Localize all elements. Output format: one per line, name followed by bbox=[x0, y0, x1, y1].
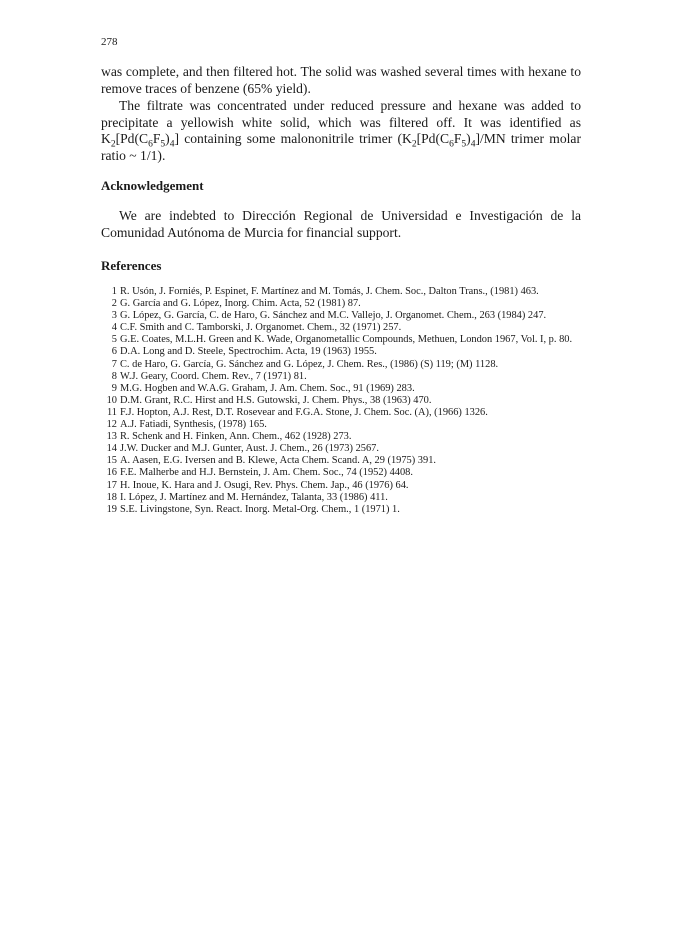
reference-number: 1 bbox=[111, 286, 117, 297]
reference-item bbox=[101, 286, 587, 298]
reference-item bbox=[101, 455, 587, 467]
reference-number: 19 bbox=[106, 503, 117, 515]
reference-item bbox=[101, 310, 587, 322]
reference-item bbox=[101, 419, 587, 431]
paragraph-text: The filtrate was concentrated under reduced pressure and hexane was added to precipitate a yellowish white solid, which was filtered off. It was identified as bbox=[101, 98, 581, 130]
reference-item bbox=[101, 492, 587, 504]
reference-text: S.E. Livingstone, Syn. React. Inorg. Metal-Org. Chem., 1 (1971) 1. bbox=[120, 503, 400, 515]
reference-number: 7 bbox=[111, 358, 117, 370]
reference-item bbox=[101, 346, 587, 358]
reference-text: H. Inoue, K. Hara and J. Osugi, Rev. Phys. Chem. Jap., 46 (1976) 64. bbox=[120, 479, 409, 491]
paragraph-continuation: was complete, and then filtered hot. The solid was washed several times with hexane to remove traces of benzene (65% yield). bbox=[101, 64, 581, 96]
reference-text: D.A. Long and D. Steele, Spectrochim. Acta, 19 (1963) 1955. bbox=[120, 346, 377, 358]
formula-k2-pd-c6f5-4: $K_2[Pd(C_6F_5)_4]$ bbox=[101, 131, 179, 150]
paragraph-text: /MN trimer molar ratio ~ 1/1). bbox=[101, 131, 581, 163]
reference-item bbox=[101, 359, 587, 371]
reference-text: F.E. Malherbe and H.J. Bernstein, J. Am. Chem. Soc., 74 (1952) 4408. bbox=[120, 467, 413, 479]
reference-text: D.M. Grant, R.C. Hirst and H.S. Gutowski, J. Chem. Phys., 38 (1963) 470. bbox=[120, 394, 432, 406]
reference-number: 11 bbox=[106, 406, 117, 418]
reference-number: 3 bbox=[111, 310, 117, 322]
reference-number: 18 bbox=[106, 491, 117, 503]
reference-text: I. López, J. Martínez and M. Hernández, Talanta, 33 (1986) 411. bbox=[120, 491, 388, 503]
reference-number: 2 bbox=[111, 298, 117, 310]
reference-item bbox=[101, 431, 587, 443]
paragraph-filtrate bbox=[101, 98, 581, 164]
reference-number: 14 bbox=[106, 443, 117, 455]
reference-item bbox=[101, 322, 587, 334]
reference-text: R. Usón, J. Forniés, P. Espinet, F. Martínez and M. Tomás, J. Chem. Soc., Dalton Trans., (1981) 463. bbox=[120, 286, 539, 297]
reference-number: 15 bbox=[106, 455, 117, 467]
reference-number: 10 bbox=[106, 394, 117, 406]
reference-item bbox=[101, 443, 587, 455]
reference-text: G. López, G. García, C. de Haro, G. Sánchez and M.C. Vallejo, J. Organomet. Chem., 263 (1984) 247. bbox=[120, 310, 547, 322]
references-heading: References bbox=[101, 258, 162, 273]
reference-item bbox=[101, 371, 587, 383]
reference-text: M.G. Hogben and W.A.G. Graham, J. Am. Chem. Soc., 91 (1969) 283. bbox=[120, 382, 415, 394]
reference-text: W.J. Geary, Coord. Chem. Rev., 7 (1971) 81. bbox=[120, 370, 307, 382]
reference-text: G. García and G. López, Inorg. Chim. Acta, 52 (1981) 87. bbox=[120, 298, 361, 310]
reference-item bbox=[101, 407, 587, 419]
reference-item bbox=[101, 480, 587, 492]
reference-number: 6 bbox=[111, 346, 117, 358]
page-number: 278 bbox=[101, 36, 118, 48]
reference-item bbox=[101, 334, 587, 346]
reference-text: J.W. Ducker and M.J. Gunter, Aust. J. Chem., 26 (1973) 2567. bbox=[120, 443, 379, 455]
reference-number: 9 bbox=[111, 382, 117, 394]
reference-item bbox=[101, 395, 587, 407]
reference-number: 8 bbox=[111, 370, 117, 382]
reference-number: 12 bbox=[106, 419, 117, 431]
reference-text: F.J. Hopton, A.J. Rest, D.T. Rosevear and F.G.A. Stone, J. Chem. Soc. (A), (1966) 1326. bbox=[120, 406, 488, 418]
reference-item bbox=[101, 504, 587, 516]
acknowledgement-text: We are indebted to Dirección Regional de Universidad e Investigación de la Comunidad Autónoma de Murcia for financial support. bbox=[101, 208, 581, 240]
reference-text: R. Schenk and H. Finken, Ann. Chem., 462 (1928) 273. bbox=[120, 431, 352, 443]
reference-text: C. de Haro, G. García, G. Sánchez and G. López, J. Chem. Res., (1986) (S) 119; (M) 1128. bbox=[120, 358, 499, 370]
reference-number: 16 bbox=[106, 467, 117, 479]
acknowledgement-heading: Acknowledgement bbox=[101, 178, 204, 193]
reference-item bbox=[101, 383, 587, 395]
reference-text: A. Aasen, E.G. Iversen and B. Klewe, Acta Chem. Scand. A, 29 (1975) 391. bbox=[120, 455, 436, 467]
reference-number: 4 bbox=[111, 322, 117, 334]
reference-number: 17 bbox=[106, 479, 117, 491]
formula-k2-pd-c6f5-4-ratio: $K_2[Pd(C_6F_5)_4]$ bbox=[402, 131, 480, 150]
references-list bbox=[101, 286, 587, 516]
reference-text: G.E. Coates, M.L.H. Green and K. Wade, Organometallic Compounds, Methuen, London 1967, Vol. I, p. 80. bbox=[120, 334, 573, 346]
reference-item bbox=[101, 467, 587, 479]
reference-number: 13 bbox=[106, 431, 117, 443]
paragraph-text: containing some malononitrile trimer ( bbox=[179, 131, 402, 146]
reference-text: A.J. Fatiadi, Synthesis, (1978) 165. bbox=[120, 419, 267, 431]
reference-item bbox=[101, 298, 587, 310]
reference-number: 5 bbox=[111, 334, 117, 346]
reference-text: C.F. Smith and C. Tamborski, J. Organomet. Chem., 32 (1971) 257. bbox=[120, 322, 402, 334]
